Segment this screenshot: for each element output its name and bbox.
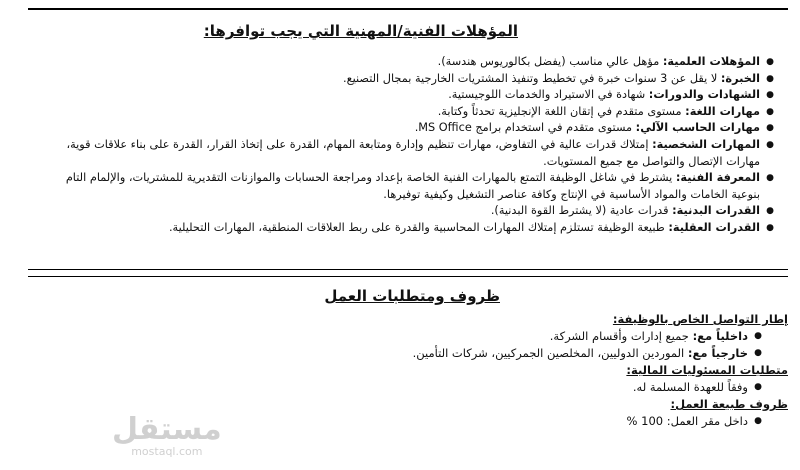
item-key: المؤهلات العلمية: [662,55,760,68]
list-item [34,87,774,104]
watermark-arabic-text: مستقل [112,412,222,447]
list-item [28,379,788,396]
qualifications-section [28,8,788,270]
list-item [34,137,774,170]
item-text: شهادة في الاستيراد والخدمات اللوجيستية. [448,88,649,102]
item-text: لا يقل عن 3 سنوات خبرة في تخطيط وتنفيذ المشتريات الخارجية بمجال التصنيع. [342,71,721,85]
watermark-latin-text: mostaql.com [131,445,203,458]
item-text: الموردين الدوليين، المخلصين الجمركيين، شركات التأمين. [412,346,688,360]
financial-list [28,379,788,396]
item-text: جميع إدارات وأقسام الشركة. [549,329,693,343]
list-item [28,328,788,345]
qualifications-list [34,54,774,237]
item-text: طبيعة الوظيفة تستلزم إمتلاك المهارات المحاسبية والقدرة على ربط العلاقات المنطقية، المهارات التحليلية. [168,220,669,234]
item-key: المعرفة الفنية: [675,171,760,185]
item-text: قدرات عادية (لا يشترط القوة البدنية). [490,204,673,218]
item-key: خارجياً مع: [687,346,748,360]
item-text: داخل مقر العمل: 100 % [626,414,748,428]
work-nature-heading: ظروف طبيعة العمل: [670,397,788,411]
item-key: مهارات الحاسب الآلي: [635,121,760,135]
qualifications-title: المؤهلات الفنية/المهنية التي يجب توافرها: [203,22,518,40]
item-text: يشترط في شاغل الوظيفة التمتع بالمهارات الفنية الخاصة بإعداد ومراجعة الحسابات والموازنات التقديرية للمشتريات، والإلمام التام بنوعية الخامات والمواد الأساسية في الإنتاج وكافة عناصر التشغيل وكيفية توفيرها. [65,171,760,201]
work-conditions-section [28,276,788,470]
item-text: مستوى متقدم في استخدام برامج MS Office. [414,121,636,135]
item-text: إمتلاك قدرات عالية في التفاوض، مهارات تنظيم وإدارة ومتابعة المهام، القدرة على إتخاذ القرار، القدرة على بناء علاقات قوية، مهارات الإتصال والتواصل مع جميع المستويات. [66,137,760,168]
item-key: داخلياً مع: [692,329,748,343]
list-item [34,203,774,220]
item-key: القدرات البدنية: [672,204,760,218]
item-key: الخبرة: [720,71,760,85]
item-key: المهارات الشخصية: [652,137,760,151]
item-text: مستوى متقدم في إتقان اللغة الإنجليزية تحدثاً وكتابة. [437,104,686,118]
item-key: القدرات العقلية: [668,220,760,234]
work-conditions-title: ظروف ومتطلبات العمل [324,287,500,305]
item-key: مهارات اللغة: [685,104,760,118]
work-nature-list [28,413,788,430]
list-item [28,413,788,430]
item-key: الشهادات والدورات: [648,88,760,102]
financial-heading: متطلبات المسئوليات المالية: [626,363,788,377]
work-conditions-body [28,311,788,430]
list-item [34,220,774,237]
list-item [34,104,774,121]
communication-list [28,328,788,362]
list-item [28,345,788,362]
list-item [34,54,774,71]
item-text: مؤهل عالي مناسب (يفضل بكالوريوس هندسة). [437,55,663,68]
list-item [34,71,774,88]
list-item [34,170,774,203]
item-text: وفقاً للعهدة المسلمة له. [632,380,748,394]
list-item [34,120,774,137]
communication-heading: إطار التواصل الخاص بالوظيفة: [612,312,788,326]
